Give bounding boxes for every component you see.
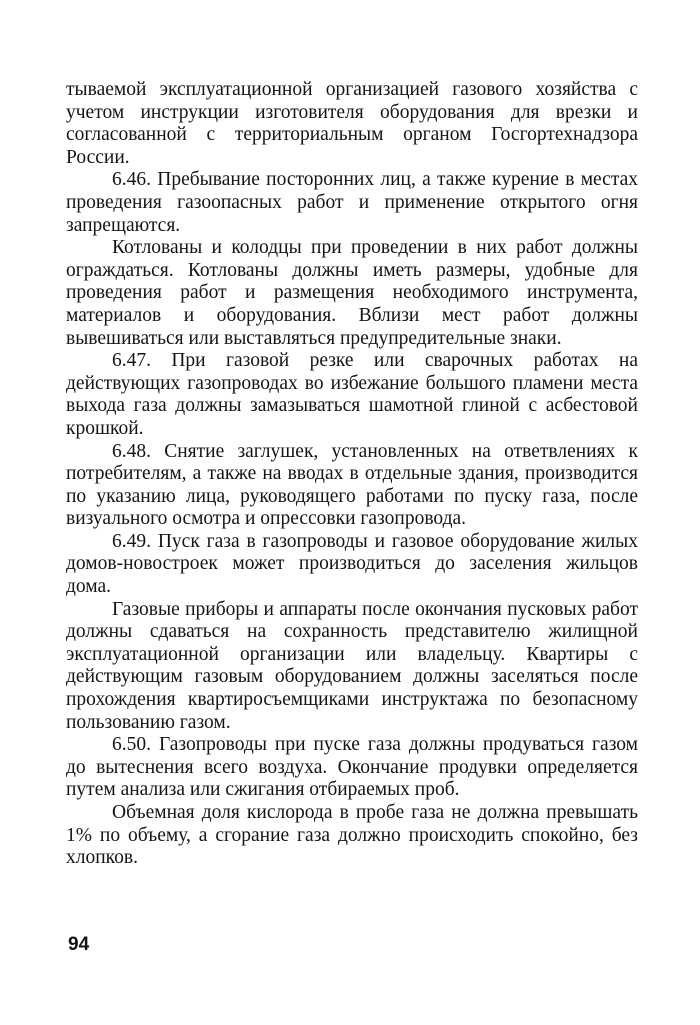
paragraph-continuation: тываемой эксплуатационной организацией газового хозяйства с учетом инструкции изготовителя оборудования для врезки и согласованной с территориальным органом Госгортехнадзора России. [66, 79, 638, 168]
page-number: 94 [68, 934, 90, 955]
paragraph-6-49: 6.49. Пуск газа в газопроводы и газовое оборудование жилых домов-новостроек может производиться до заселения жильцов дома. [66, 530, 638, 598]
paragraph-6-48: 6.48. Снятие заглушек, установленных на ответвлениях к потребителям, а также на вводах в отдельные здания, производится по указанию лица, руководящего работами по пуску газа, после визуального осмотра и опрессовки газопровода. [66, 440, 638, 530]
paragraph-gas-appliances: Газовые приборы и аппараты после окончания пусковых работ должны сдаваться на сохранность представителю жилищной эксплуатационной организации или владельцу. Квартиры с действующим газовым оборудованием должны заселяться после прохождения квартиросъемщиками инструктажа по безопасному пользованию газом. [66, 598, 638, 733]
paragraph-6-46: 6.46. Пребывание посторонних лиц, а также курение в местах проведения газоопасных работ и применение открытого огня запрещаются. [66, 169, 638, 236]
paragraph-oxygen-fraction: Объемная доля кислорода в пробе газа не должна превышать 1% по объему, а сгорание газа должно происходить спокойно, без хлопков. [66, 802, 638, 869]
body-text [66, 79, 638, 870]
paragraph-6-50: 6.50. Газопроводы при пуске газа должны продуваться газом до вытеснения всего воздуха. Окончание продувки определяется путем анализа или сжигания отбираемых проб. [66, 734, 638, 801]
paragraph-6-47: 6.47. При газовой резке или сварочных работах на действующих газопроводах во избежание большого пламени места выхода газа должны замазываться шамотной глиной с асбестовой крошкой. [66, 350, 638, 439]
paragraph-pits-and-wells: Котлованы и колодцы при проведении в них работ должны ограждаться. Котлованы должны иметь размеры, удобные для проведения работ и размещения необходимого инструмента, материалов и оборудования. Вблизи мест работ должны вывешиваться или выставляться предупредительные знаки. [66, 237, 638, 349]
